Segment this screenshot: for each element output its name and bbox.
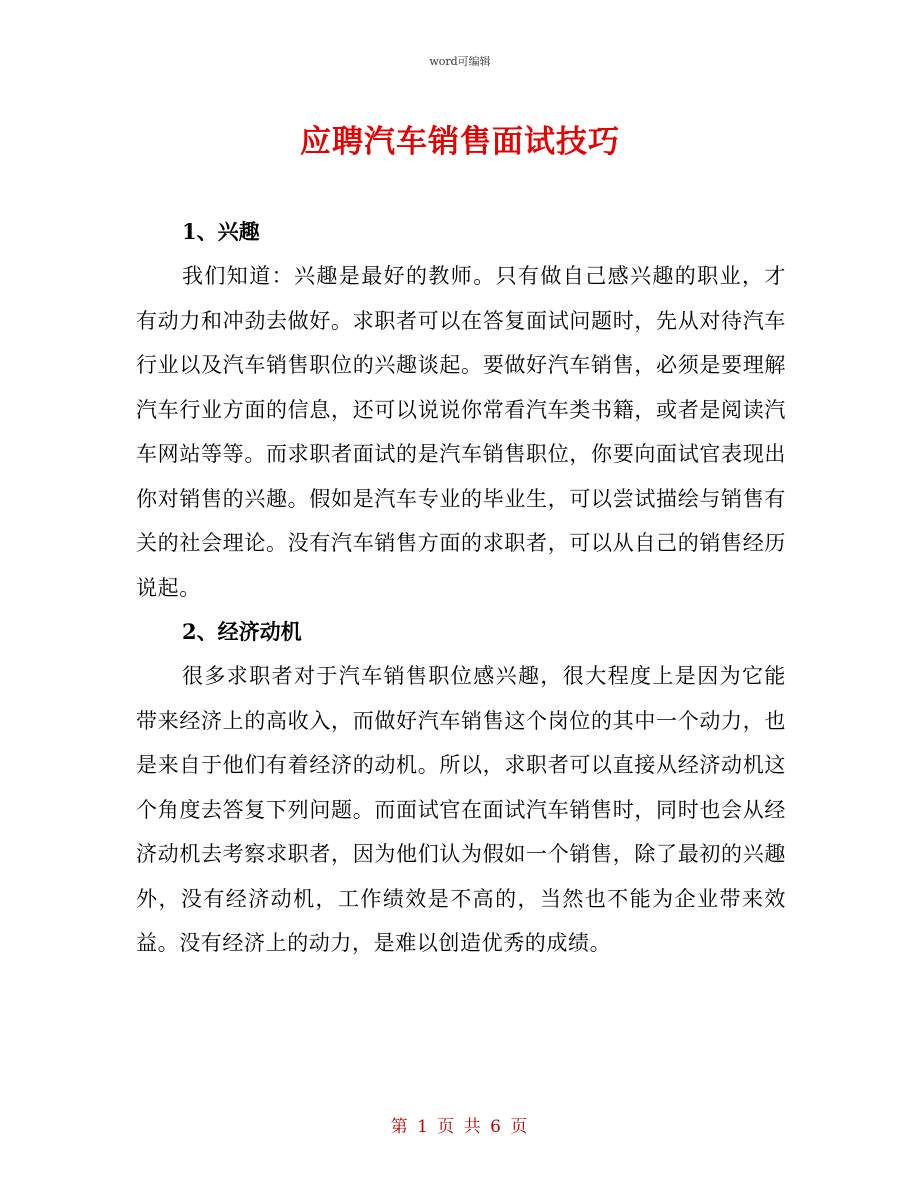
section-paragraph-interest: 我们知道：兴趣是最好的教师。只有做自己感兴趣的职业，才有动力和冲劲去做好。求职者可以在答复面试问题时，先从对待汽车行业以及汽车销售职位的兴趣谈起。要做好汽车销售，必须是要理解汽车行业方面的信息，还可以说说你常看汽车类书籍，或者是阅读汽车网站等等。而求职者面试的是汽车销售职位，你要向面试官表现出你对销售的兴趣。假如是汽车专业的毕业生，可以尝试描绘与销售有关的社会理论。没有汽车销售方面的求职者，可以从自己的销售经历说起。 <box>136 264 786 600</box>
section-paragraph-economic-motive: 很多求职者对于汽车销售职位感兴趣，很大程度上是因为它能带来经济上的高收入，而做好汽车销售这个岗位的其中一个动力，也是来自于他们有着经济的动机。所以，求职者可以直接从经济动机这个角度去答复下列问题。而面试官在面试汽车销售时，同时也会从经济动机去考察求职者，因为他们认为假如一个销售，除了最初的兴趣外，没有经济动机，工作绩效是不高的，当然也不能为企业带来效益。没有经济上的动力，是难以创造优秀的成绩。 <box>136 664 786 955</box>
document-body <box>136 210 786 966</box>
section-heading-economic-motive: 2、经济动机 <box>182 619 302 644</box>
header-note: word可编辑 <box>429 55 491 68</box>
document-title: 应聘汽车销售面试技巧 <box>300 124 620 160</box>
section-heading-interest: 1、兴趣 <box>182 219 260 244</box>
page-number: 第 1 页 共 6 页 <box>390 1117 530 1137</box>
